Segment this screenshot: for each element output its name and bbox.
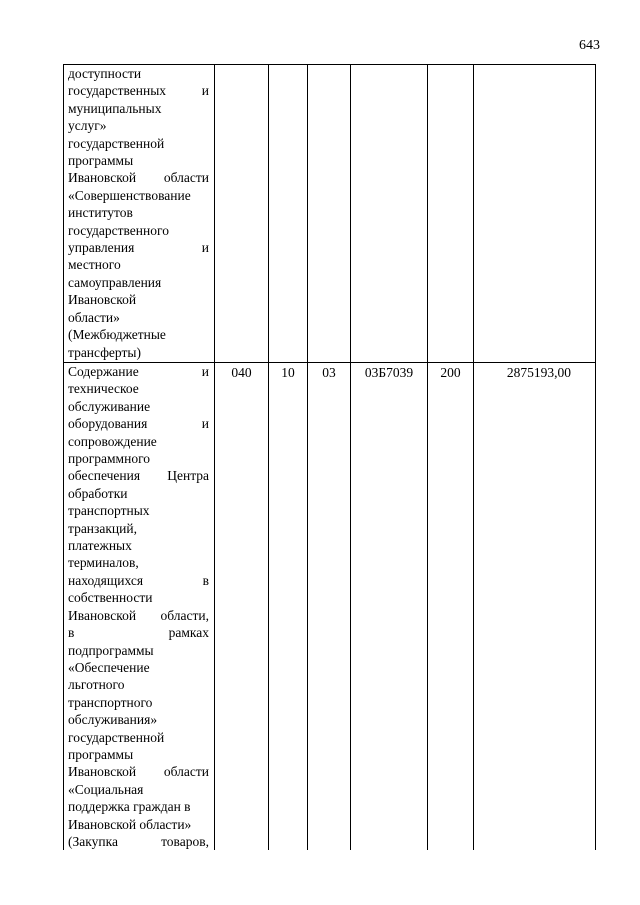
description-line: Содержание и: [68, 364, 209, 379]
description-line: программы: [68, 746, 134, 762]
page-number: 643: [579, 38, 600, 53]
description-line: области»: [68, 309, 120, 325]
description-line: техническое: [68, 381, 139, 397]
description-line: транспортного: [68, 694, 153, 710]
table-row: [64, 363, 596, 851]
subsection-code-cell: 03: [308, 363, 351, 851]
description-line: (Межбюджетные: [68, 327, 166, 343]
subsection-code-cell: [308, 65, 351, 363]
description-line: сопровождение: [68, 433, 157, 449]
description-line: обработки: [68, 485, 128, 501]
description-line: подпрограммы: [68, 642, 154, 658]
description-line: терминалов,: [68, 555, 139, 571]
description-line: Ивановской области»: [68, 816, 192, 832]
description-line: обслуживания»: [68, 712, 158, 728]
target-article-cell: [351, 65, 428, 363]
description-line: льготного: [68, 677, 125, 693]
description-line: собственности: [68, 590, 153, 606]
description-line: Ивановской области: [68, 764, 209, 780]
description-line: в рамках: [68, 625, 209, 641]
description-line: транзакций,: [68, 520, 137, 536]
description-line: «Совершенствование: [68, 187, 191, 203]
description-line: оборудования и: [68, 416, 209, 432]
description-line: обеспечения Центра: [68, 468, 209, 484]
description-line: институтов: [68, 205, 133, 221]
amount-cell: [474, 65, 596, 363]
description-line: Ивановской области,: [68, 607, 209, 623]
description-line: местного: [68, 257, 121, 273]
budget-table: [63, 64, 596, 850]
description-line: обслуживание: [68, 398, 151, 414]
description-line: государственных и: [68, 83, 209, 99]
description-line: находящихся в: [68, 572, 209, 588]
ministry-code-cell: 040: [215, 363, 269, 851]
description-cell: [64, 65, 215, 363]
description-line: Ивановской: [68, 292, 137, 308]
target-article-cell: 03Б7039: [351, 363, 428, 851]
amount-cell: 2875193,00: [474, 363, 596, 851]
description-line: «Социальная: [68, 781, 144, 797]
description-line: транспортных: [68, 503, 150, 519]
description-line: услуг»: [68, 118, 107, 134]
description-line: государственной: [68, 135, 165, 151]
description-line: Ивановской области: [68, 170, 209, 186]
description-line: муниципальных: [68, 100, 162, 116]
description-line: доступности: [68, 66, 142, 81]
description-line: программы: [68, 153, 134, 169]
description-line: «Обеспечение: [68, 659, 150, 675]
description-cell: [64, 363, 215, 851]
description-line: (Закупка товаров,: [68, 833, 209, 849]
description-line: управления и: [68, 240, 209, 256]
section-code-cell: [269, 65, 308, 363]
description-line: программного: [68, 451, 151, 467]
table-row: [64, 65, 596, 363]
description-line: платежных: [68, 538, 132, 554]
ministry-code-cell: [215, 65, 269, 363]
description-line: государственного: [68, 222, 169, 238]
description-line: поддержка граждан в: [68, 799, 191, 815]
expense-type-cell: [428, 65, 474, 363]
expense-type-cell: 200: [428, 363, 474, 851]
description-line: государственной: [68, 729, 165, 745]
section-code-cell: 10: [269, 363, 308, 851]
description-line: самоуправления: [68, 274, 162, 290]
description-line: трансферты): [68, 344, 141, 360]
